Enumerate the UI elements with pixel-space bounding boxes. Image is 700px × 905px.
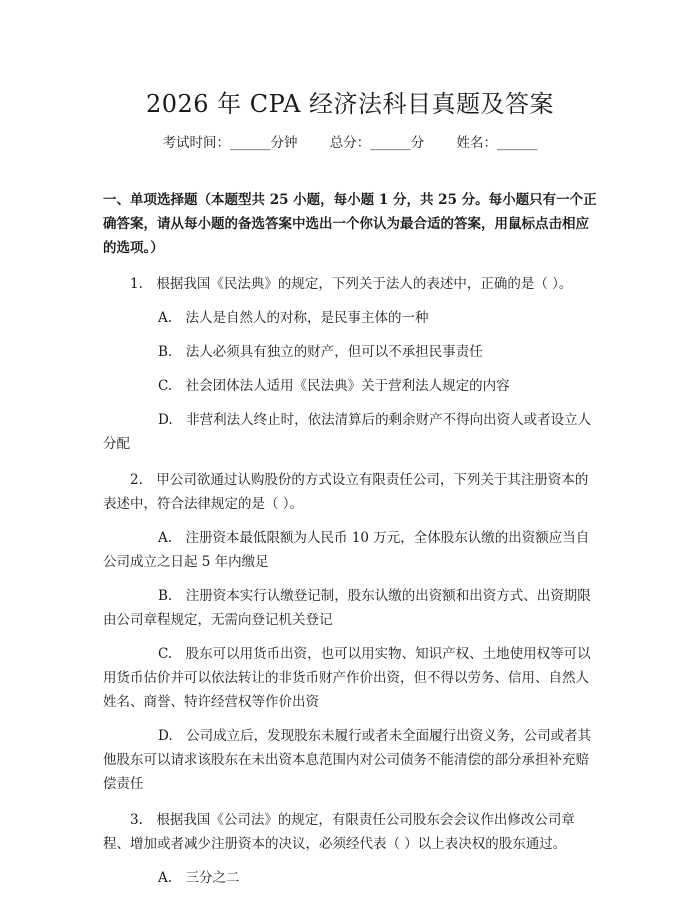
option-a[interactable]: A. 法人是自然人的对称，是民事主体的一种 [158,310,429,326]
option-b[interactable]: B. 法人必须具有独立的财产，但可以不承担民事责任 [158,344,483,360]
name-label: 姓名： [456,135,498,151]
option-d[interactable]: D. 非营利法人终止时，依法清算后的剩余财产不得向出资人或者设立人分配 [103,412,592,452]
question-2 [103,468,599,796]
option-c[interactable]: C. 社会团体法人适用《民法典》关于营利法人规定的内容 [158,378,510,394]
total-score-label: 总分： [329,135,371,151]
question-1 [103,272,599,456]
exam-time-field [162,135,301,151]
exam-time-label: 考试时间： [162,135,230,151]
total-score-field [330,135,429,151]
exam-content [103,188,599,900]
question-3 [103,808,599,890]
question-stem: 2. 甲公司欲通过认购股份的方式设立有限责任公司，下列关于其注册资本的表述中，符合法律规定的是（ ）。 [103,472,589,512]
option-c[interactable]: C. 股东可以用货币出资，也可以用实物、知识产权、土地使用权等可以用货币估价并可以依法转让的非货币财产作价出资，但不得以劳务、信用、自然人姓名、商誉、特许经营权等作价出资 [103,646,591,710]
page-title: 2026 年 CPA 经济法科目真题及答案 [145,90,555,118]
name-blank: ______ [497,135,538,151]
question-stem: 3. 根据我国《公司法》的规定，有限责任公司股东会会议作出修改公司章程、增加或者减少注册资本的决议，必须经代表（ ）以上表决权的股东通过。 [103,812,575,852]
section-heading: 一、单项选择题（本题型共 25 小题，每小题 1 分，共 25 分。每小题只有一个正确答案，请从每小题的备选答案中选出一个你认为最合适的答案，用鼠标点击相应的选项。） [103,192,597,256]
exam-time-blank: ______ [229,135,271,151]
option-b[interactable]: B. 注册资本实行认缴登记制，股东认缴的出资额和出资方式、出资期限由公司章程规定，无需向登记机关登记 [103,588,591,628]
name-field [457,135,538,151]
question-stem: 1. 根据我国《民法典》的规定，下列关于法人的表述中，正确的是（ ）。 [130,276,573,292]
option-a[interactable]: A. 三分之二 [158,870,240,886]
total-score-blank: ______ [370,135,411,151]
total-score-unit: 分 [410,135,425,151]
exam-time-unit: 分钟 [270,135,298,151]
exam-meta-line [0,131,700,151]
option-d[interactable]: D. 公司成立后，发现股东未履行或者未全面履行出资义务，公司或者其他股东可以请求该股东在未出资本息范围内对公司债务不能清偿的部分承担补充赔偿责任 [103,728,592,792]
option-a[interactable]: A. 注册资本最低限额为人民币 10 万元，全体股东认缴的出资额应当自公司成立之日起 5 年内缴足 [103,530,590,570]
